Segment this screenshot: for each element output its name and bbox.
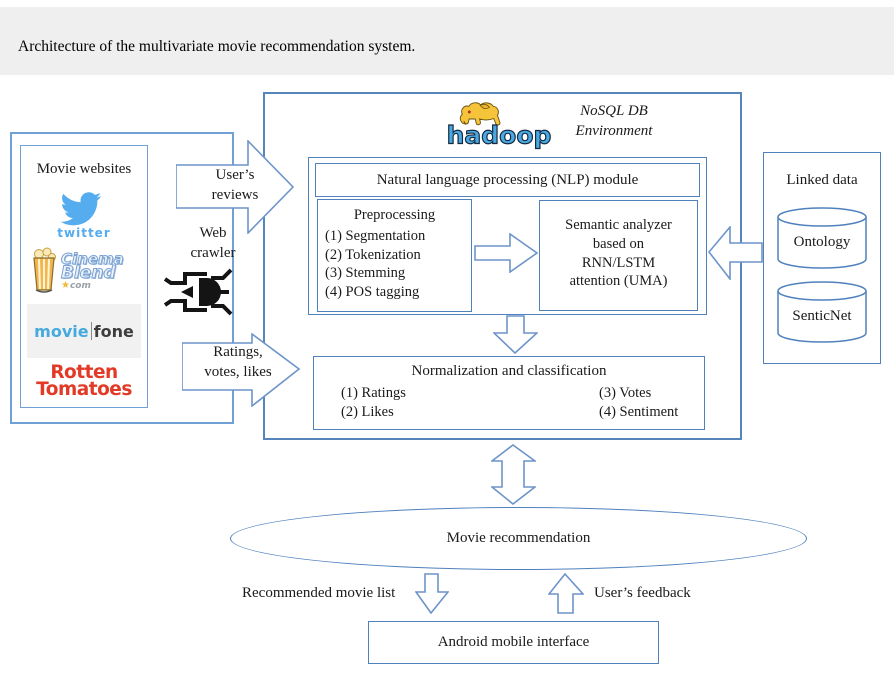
ontology-db [775,206,869,270]
caption-bar [0,7,894,75]
ratings-votes-label: Ratings, votes, likes [204,344,272,380]
web-crawler-icon [163,266,233,318]
movie-websites-title: Movie websites [36,161,132,177]
rotten-tomatoes-logo [27,364,141,398]
normalization-item: (4) Sentiment [599,403,679,420]
twitter-wordmark: twitter [57,226,111,240]
normalization-box [313,356,705,430]
senticnet-db [775,280,869,344]
movie-recommendation-ellipse: Movie recommendation [230,507,807,570]
nosql-db-label: NoSQL DB Environment [575,103,653,139]
nlp-to-normalization-arrow [493,315,538,355]
twitter-bird-icon [59,192,103,226]
senticnet-label: SenticNet [792,307,852,324]
cinemablend-line2: Blend [61,262,116,283]
preprocessing-title: Preprocessing [353,207,436,223]
web-crawler-label: Web crawler [190,225,236,261]
preprocessing-box [317,199,472,312]
cinemablend-com: com [69,280,91,291]
recommended-movie-list-label: Recommended movie list [242,585,396,601]
semantic-line: RNN/LSTM [581,254,656,271]
star-icon: ★ [61,279,70,291]
preprocessing-to-semantic-arrow [474,233,539,273]
recommendation-to-android-arrow [415,573,449,614]
moviefone-fone: fone [93,321,134,341]
rotten-line1: Rotten [50,362,118,383]
feedback-to-recommendation-arrow [548,573,584,614]
crawler-body [199,278,221,306]
popcorn-bucket-icon [29,246,59,296]
semantic-analyzer-box [539,200,698,311]
semantic-line: attention (UMA) [569,273,668,290]
users-feedback-label: User’s feedback [594,585,691,601]
semantic-line: based on [592,235,645,252]
moviefone-divider [91,322,92,340]
linked-data-title: Linked data [786,172,858,188]
ontology-label: Ontology [793,233,851,250]
figure-caption: Architecture of the multivariate movie recommendation system. [18,38,416,55]
normalization-title: Normalization and classification [411,363,607,379]
nlp-module-title-box: Natural language processing (NLP) module [315,163,700,197]
hadoop-wordmark: hadoop [446,121,552,150]
users-reviews-label: User’s reviews [211,167,259,203]
moviefone-movie: movie [34,321,89,341]
android-interface-box: Android mobile interface [368,621,659,664]
preprocessing-item: (2) Tokenization [325,246,421,263]
cinemablend-line1: Cinema [61,249,124,268]
rotten-line2: Tomatoes [36,379,132,400]
preprocessing-item: (1) Segmentation [325,227,426,244]
cinemablend-logo [29,244,141,298]
moviefone-logo [27,304,141,358]
normalization-item: (3) Votes [599,385,652,401]
normalization-item: (2) Likes [341,403,394,420]
preprocessing-item: (4) POS tagging [325,284,420,301]
crawler-head [181,286,193,298]
normalization-item: (1) Ratings [341,385,406,401]
linked-data-to-semantic-arrow [708,226,763,280]
semantic-line: Semantic analyzer [565,217,672,233]
preprocessing-item: (3) Stemming [325,265,406,282]
hadoop-to-recommendation-double-arrow [491,444,536,505]
